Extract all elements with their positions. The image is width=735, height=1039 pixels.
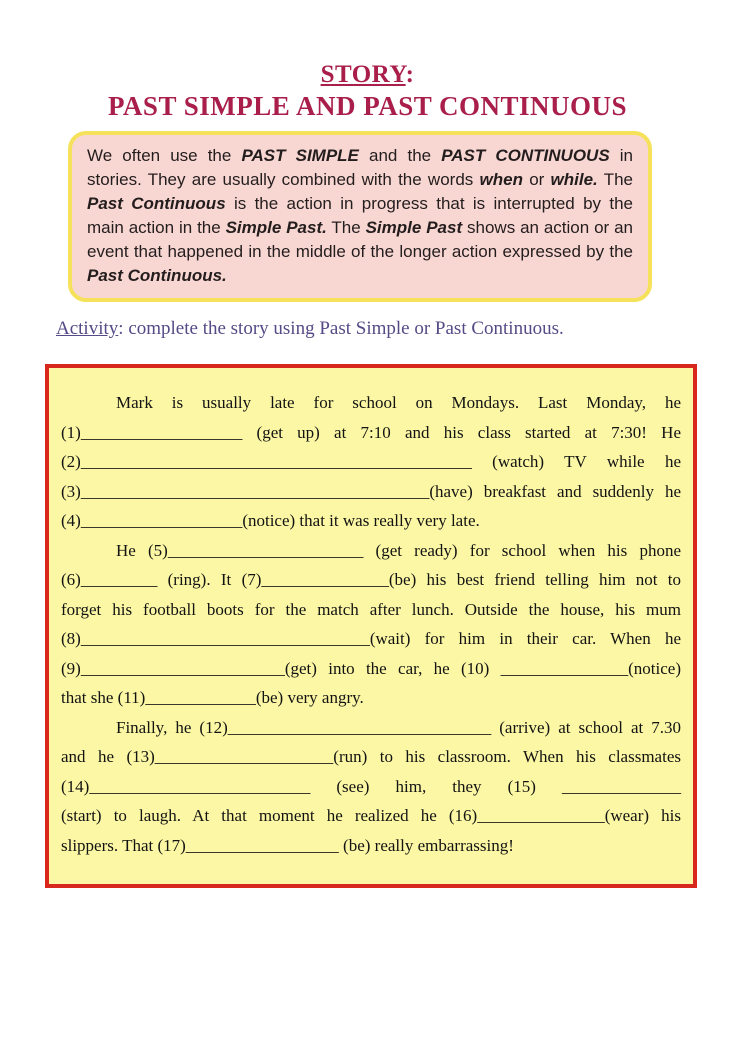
story-line: and he (13)_____________________(run) to his classroom. When his classmates xyxy=(61,747,681,766)
activity-instruction xyxy=(56,316,735,342)
story-fill-in-box xyxy=(45,364,697,888)
intro-emphasis-segment: Simple Past. xyxy=(225,218,327,237)
intro-emphasis-segment: Simple Past xyxy=(365,218,463,237)
title-colon: : xyxy=(405,61,415,88)
story-line: that she (11)_____________(be) very angry. xyxy=(61,688,364,707)
intro-segment: in stories. They are usually combined with the words xyxy=(87,146,633,189)
title-story-text: STORY xyxy=(320,61,406,88)
activity-separator: : xyxy=(118,318,129,339)
story-line: forget his football boots for the match after lunch. Outside the house, his mum xyxy=(61,599,681,619)
intro-segment: is the action in progress that is interrupted by the main action in the xyxy=(87,194,633,237)
story-line: (9)________________________(get) into the car, he (10) _______________(notice) xyxy=(61,658,681,678)
story-line: (4)___________________(notice) that it was really very late. xyxy=(61,511,480,530)
intro-emphasis-segment: Past Continuous xyxy=(87,194,226,213)
worksheet-title-line2: PAST SIMPLE AND PAST CONTINUOUS xyxy=(107,91,628,121)
story-line: (3)_________________________________________(have) breakfast and suddenly he xyxy=(61,481,681,501)
worksheet-title-line1 xyxy=(0,60,735,90)
intro-emphasis-segment: Past Continuous. xyxy=(87,266,227,285)
intro-emphasis-segment: while. xyxy=(550,170,598,189)
intro-emphasis-segment: when xyxy=(479,170,523,189)
story-line: (2)______________________________________________ (watch) TV while he xyxy=(61,452,681,471)
intro-segment: We often use the xyxy=(87,146,242,165)
story-line: Mark is usually late for school on Mondays. Last Monday, he xyxy=(116,393,681,412)
story-line: He (5)_______________________ (get ready) for school when his phone xyxy=(116,540,681,560)
intro-emphasis-segment: PAST SIMPLE xyxy=(241,146,359,165)
story-line: (1)___________________ (get up) at 7:10 and his class started at 7:30! He xyxy=(61,422,681,442)
intro-segment: or xyxy=(522,170,551,189)
activity-label: Activity xyxy=(56,318,119,339)
story-line: (start) to laugh. At that moment he realized he (16)_______________(wear) his xyxy=(61,806,681,825)
activity-text: complete the story using Past Simple or Past Continuous. xyxy=(128,318,564,339)
intro-segment: The xyxy=(597,170,633,189)
grammar-explanation-box xyxy=(68,131,652,302)
intro-segment: The xyxy=(326,218,366,237)
intro-segment: shows an action or an event that happened in the middle of the longer action expressed by the xyxy=(87,218,633,261)
intro-emphasis-segment: PAST CONTINUOUS xyxy=(441,146,610,165)
intro-segment: and the xyxy=(358,146,442,165)
story-line: (8)__________________________________(wait) for him in their car. When he xyxy=(61,629,681,648)
story-line: slippers. That (17)__________________ (be) really embarrassing! xyxy=(61,835,514,855)
story-line: (6)_________ (ring). It (7)_______________(be) his best friend telling him not to xyxy=(61,570,681,589)
story-line: Finally, he (12)_______________________________ (arrive) at school at 7.30 xyxy=(116,717,681,737)
story-line: (14)__________________________ (see) him, they (15) ______________ xyxy=(61,776,681,796)
